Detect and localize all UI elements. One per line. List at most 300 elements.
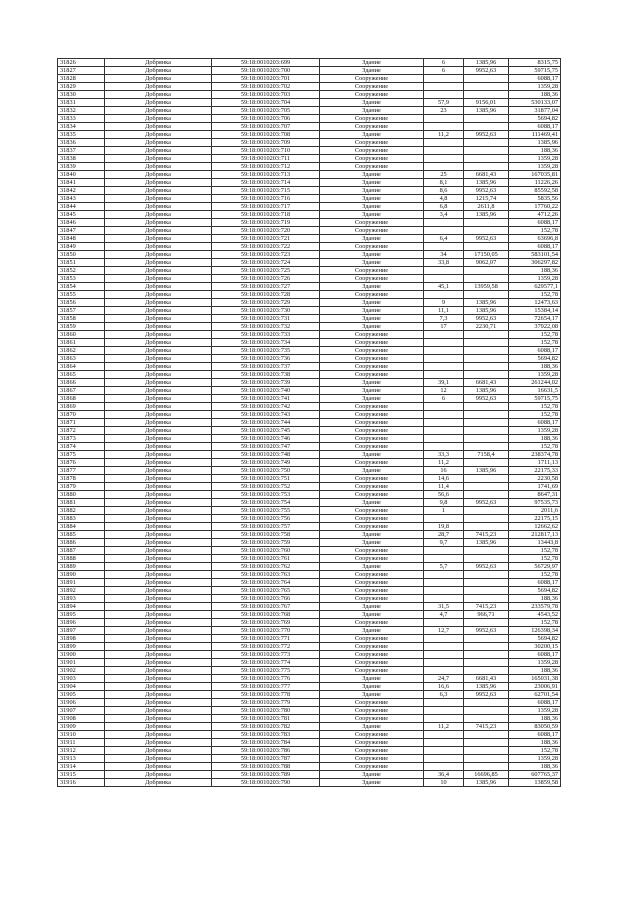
table-row	[58, 267, 561, 275]
cadastral-value-cell: 188,36	[509, 147, 561, 155]
area-cell: 9,8	[424, 499, 464, 507]
row-number-cell: 31850	[58, 251, 105, 259]
object-type-cell: Сооружение	[320, 355, 424, 363]
locality-cell: Добрянка	[105, 163, 212, 171]
row-number-cell: 31893	[58, 595, 105, 603]
cadastral-value-cell: 72654,17	[509, 315, 561, 323]
table-row	[58, 483, 561, 491]
cadastral-number-cell: 59:18:0010203:714	[212, 179, 320, 187]
unit-value-cell: 16696,85	[464, 771, 509, 779]
object-type-cell: Здание	[320, 179, 424, 187]
cadastral-number-cell: 59:18:0010203:763	[212, 571, 320, 579]
locality-cell: Добрянка	[105, 91, 212, 99]
locality-cell: Добрянка	[105, 763, 212, 771]
unit-value-cell	[464, 747, 509, 755]
unit-value-cell: 1385,96	[464, 179, 509, 187]
row-number-cell: 31849	[58, 243, 105, 251]
cadastral-number-cell: 59:18:0010203:762	[212, 563, 320, 571]
table-row	[58, 203, 561, 211]
area-cell	[424, 163, 464, 171]
row-number-cell: 31869	[58, 403, 105, 411]
locality-cell: Добрянка	[105, 171, 212, 179]
object-type-cell: Сооружение	[320, 147, 424, 155]
cadastral-number-cell: 59:18:0010203:784	[212, 739, 320, 747]
table-row	[58, 715, 561, 723]
cadastral-number-cell: 59:18:0010203:747	[212, 443, 320, 451]
cadastral-value-cell: 152,78	[509, 411, 561, 419]
area-cell: 17	[424, 323, 464, 331]
area-cell	[424, 587, 464, 595]
row-number-cell: 31839	[58, 163, 105, 171]
row-number-cell: 31838	[58, 155, 105, 163]
cadastral-number-cell: 59:18:0010203:702	[212, 83, 320, 91]
locality-cell: Добрянка	[105, 739, 212, 747]
table-row	[58, 459, 561, 467]
object-type-cell: Сооружение	[320, 755, 424, 763]
cadastral-value-cell: 212817,13	[509, 531, 561, 539]
table-row	[58, 331, 561, 339]
unit-value-cell	[464, 339, 509, 347]
unit-value-cell	[464, 91, 509, 99]
table-row	[58, 227, 561, 235]
unit-value-cell: 2230,71	[464, 323, 509, 331]
locality-cell: Добрянка	[105, 755, 212, 763]
locality-cell: Добрянка	[105, 587, 212, 595]
row-number-cell: 31878	[58, 475, 105, 483]
locality-cell: Добрянка	[105, 459, 212, 467]
table-row	[58, 571, 561, 579]
row-number-cell: 31886	[58, 539, 105, 547]
locality-cell: Добрянка	[105, 195, 212, 203]
unit-value-cell	[464, 547, 509, 555]
cadastral-value-cell: 238374,78	[509, 451, 561, 459]
cadastral-number-cell: 59:18:0010203:734	[212, 339, 320, 347]
locality-cell: Добрянка	[105, 531, 212, 539]
table-row	[58, 179, 561, 187]
table-row	[58, 675, 561, 683]
unit-value-cell	[464, 491, 509, 499]
object-type-cell: Сооружение	[320, 443, 424, 451]
cadastral-value-cell: 188,36	[509, 267, 561, 275]
cadastral-value-cell: 22175,15	[509, 515, 561, 523]
object-type-cell: Сооружение	[320, 555, 424, 563]
unit-value-cell: 1385,96	[464, 539, 509, 547]
cadastral-number-cell: 59:18:0010203:768	[212, 611, 320, 619]
cadastral-number-cell: 59:18:0010203:713	[212, 171, 320, 179]
area-cell	[424, 363, 464, 371]
table-row	[58, 171, 561, 179]
unit-value-cell	[464, 371, 509, 379]
unit-value-cell	[464, 435, 509, 443]
object-type-cell: Здание	[320, 771, 424, 779]
unit-value-cell	[464, 331, 509, 339]
area-cell	[424, 763, 464, 771]
object-type-cell: Сооружение	[320, 579, 424, 587]
cadastral-number-cell: 59:18:0010203:735	[212, 347, 320, 355]
cadastral-number-cell: 59:18:0010203:728	[212, 291, 320, 299]
area-cell	[424, 411, 464, 419]
object-type-cell: Здание	[320, 563, 424, 571]
locality-cell: Добрянка	[105, 75, 212, 83]
cadastral-value-cell: 6088,17	[509, 731, 561, 739]
cadastral-number-cell: 59:18:0010203:790	[212, 779, 320, 787]
locality-cell: Добрянка	[105, 651, 212, 659]
area-cell	[424, 275, 464, 283]
object-type-cell: Сооружение	[320, 363, 424, 371]
cadastral-value-cell: 167035,81	[509, 171, 561, 179]
table-row	[58, 563, 561, 571]
row-number-cell: 31834	[58, 123, 105, 131]
row-number-cell: 31911	[58, 739, 105, 747]
table-row	[58, 259, 561, 267]
row-number-cell: 31854	[58, 283, 105, 291]
cadastral-value-cell: 17760,22	[509, 203, 561, 211]
table-row	[58, 123, 561, 131]
locality-cell: Добрянка	[105, 123, 212, 131]
unit-value-cell	[464, 635, 509, 643]
area-cell	[424, 419, 464, 427]
area-cell: 9,7	[424, 539, 464, 547]
row-number-cell: 31900	[58, 651, 105, 659]
area-cell	[424, 339, 464, 347]
area-cell: 11,2	[424, 131, 464, 139]
row-number-cell: 31837	[58, 147, 105, 155]
area-cell: 12	[424, 387, 464, 395]
area-cell	[424, 699, 464, 707]
row-number-cell: 31903	[58, 675, 105, 683]
row-number-cell: 31888	[58, 555, 105, 563]
row-number-cell: 31857	[58, 307, 105, 315]
cadastral-value-cell: 1359,28	[509, 155, 561, 163]
cadastral-value-cell: 188,36	[509, 435, 561, 443]
table-row	[58, 211, 561, 219]
area-cell: 4,8	[424, 195, 464, 203]
locality-cell: Добрянка	[105, 571, 212, 579]
object-type-cell: Здание	[320, 611, 424, 619]
cadastral-number-cell: 59:18:0010203:721	[212, 235, 320, 243]
row-number-cell: 31884	[58, 523, 105, 531]
cadastral-number-cell: 59:18:0010203:769	[212, 619, 320, 627]
cadastral-value-cell: 1359,28	[509, 163, 561, 171]
object-type-cell: Здание	[320, 627, 424, 635]
unit-value-cell	[464, 667, 509, 675]
table-row	[58, 107, 561, 115]
cadastral-number-cell: 59:18:0010203:770	[212, 627, 320, 635]
row-number-cell: 31889	[58, 563, 105, 571]
area-cell	[424, 91, 464, 99]
cadastral-number-cell: 59:18:0010203:756	[212, 515, 320, 523]
object-type-cell: Сооружение	[320, 371, 424, 379]
locality-cell: Добрянка	[105, 619, 212, 627]
cadastral-number-cell: 59:18:0010203:709	[212, 139, 320, 147]
object-type-cell: Сооружение	[320, 659, 424, 667]
cadastral-number-cell: 59:18:0010203:708	[212, 131, 320, 139]
area-cell: 6	[424, 395, 464, 403]
object-type-cell: Здание	[320, 323, 424, 331]
cadastral-number-cell: 59:18:0010203:703	[212, 91, 320, 99]
locality-cell: Добрянка	[105, 211, 212, 219]
locality-cell: Добрянка	[105, 707, 212, 715]
object-type-cell: Сооружение	[320, 667, 424, 675]
object-type-cell: Сооружение	[320, 739, 424, 747]
cadastral-value-cell: 83050,59	[509, 723, 561, 731]
cadastral-value-cell: 1711,13	[509, 459, 561, 467]
object-type-cell: Сооружение	[320, 747, 424, 755]
row-number-cell: 31846	[58, 219, 105, 227]
object-type-cell: Здание	[320, 251, 424, 259]
table-row	[58, 547, 561, 555]
table-row	[58, 507, 561, 515]
table-row	[58, 723, 561, 731]
table-row	[58, 747, 561, 755]
cadastral-value-cell: 1385,96	[509, 139, 561, 147]
cadastral-number-cell: 59:18:0010203:741	[212, 395, 320, 403]
area-cell	[424, 635, 464, 643]
unit-value-cell	[464, 227, 509, 235]
area-cell	[424, 739, 464, 747]
unit-value-cell	[464, 291, 509, 299]
locality-cell: Добрянка	[105, 643, 212, 651]
object-type-cell: Сооружение	[320, 427, 424, 435]
cadastral-value-cell: 4543,52	[509, 611, 561, 619]
object-type-cell: Сооружение	[320, 651, 424, 659]
object-type-cell: Сооружение	[320, 347, 424, 355]
locality-cell: Добрянка	[105, 507, 212, 515]
row-number-cell: 31879	[58, 483, 105, 491]
cadastral-value-cell: 152,78	[509, 619, 561, 627]
cadastral-number-cell: 59:18:0010203:750	[212, 467, 320, 475]
table-row	[58, 435, 561, 443]
table-row	[58, 347, 561, 355]
cadastral-value-cell: 56729,97	[509, 563, 561, 571]
object-type-cell: Сооружение	[320, 731, 424, 739]
object-type-cell: Здание	[320, 683, 424, 691]
locality-cell: Добрянка	[105, 659, 212, 667]
area-cell	[424, 427, 464, 435]
object-type-cell: Здание	[320, 603, 424, 611]
table-row	[58, 243, 561, 251]
area-cell	[424, 435, 464, 443]
unit-value-cell: 6681,43	[464, 379, 509, 387]
area-cell	[424, 643, 464, 651]
row-number-cell: 31848	[58, 235, 105, 243]
object-type-cell: Сооружение	[320, 435, 424, 443]
cadastral-number-cell: 59:18:0010203:706	[212, 115, 320, 123]
area-cell	[424, 747, 464, 755]
cadastral-number-cell: 59:18:0010203:705	[212, 107, 320, 115]
unit-value-cell	[464, 347, 509, 355]
object-type-cell: Здание	[320, 99, 424, 107]
area-cell	[424, 755, 464, 763]
unit-value-cell: 9952,63	[464, 235, 509, 243]
cadastral-value-cell: 5694,82	[509, 587, 561, 595]
unit-value-cell	[464, 139, 509, 147]
unit-value-cell	[464, 275, 509, 283]
object-type-cell: Сооружение	[320, 83, 424, 91]
object-type-cell: Здание	[320, 195, 424, 203]
area-cell: 56,6	[424, 491, 464, 499]
cadastral-number-cell: 59:18:0010203:725	[212, 267, 320, 275]
table-row	[58, 251, 561, 259]
cadastral-number-cell: 59:18:0010203:783	[212, 731, 320, 739]
table-row	[58, 707, 561, 715]
row-number-cell: 31896	[58, 619, 105, 627]
area-cell	[424, 371, 464, 379]
table-row	[58, 411, 561, 419]
table-row	[58, 115, 561, 123]
unit-value-cell: 1385,96	[464, 307, 509, 315]
cadastral-value-cell: 8315,75	[509, 59, 561, 67]
cadastral-value-cell: 6088,17	[509, 75, 561, 83]
locality-cell: Добрянка	[105, 715, 212, 723]
area-cell: 11,1	[424, 307, 464, 315]
unit-value-cell: 1385,96	[464, 387, 509, 395]
object-type-cell: Здание	[320, 59, 424, 67]
unit-value-cell	[464, 739, 509, 747]
unit-value-cell	[464, 163, 509, 171]
cadastral-number-cell: 59:18:0010203:711	[212, 155, 320, 163]
cadastral-value-cell: 16631,5	[509, 387, 561, 395]
unit-value-cell: 7415,23	[464, 723, 509, 731]
row-number-cell: 31883	[58, 515, 105, 523]
cadastral-value-cell: 152,78	[509, 547, 561, 555]
locality-cell: Добрянка	[105, 611, 212, 619]
area-cell	[424, 123, 464, 131]
unit-value-cell	[464, 459, 509, 467]
cadastral-value-cell: 1359,28	[509, 83, 561, 91]
unit-value-cell	[464, 243, 509, 251]
table-row	[58, 195, 561, 203]
area-cell: 33,3	[424, 451, 464, 459]
cadastral-number-cell: 59:18:0010203:773	[212, 651, 320, 659]
cadastral-value-cell: 261244,02	[509, 379, 561, 387]
area-cell: 11,2	[424, 723, 464, 731]
area-cell	[424, 227, 464, 235]
object-type-cell: Сооружение	[320, 547, 424, 555]
object-type-cell: Здание	[320, 299, 424, 307]
locality-cell: Добрянка	[105, 283, 212, 291]
table-row	[58, 395, 561, 403]
row-number-cell: 31909	[58, 723, 105, 731]
table-row	[58, 163, 561, 171]
cadastral-value-cell: 629577,1	[509, 283, 561, 291]
area-cell	[424, 667, 464, 675]
cadastral-number-cell: 59:18:0010203:772	[212, 643, 320, 651]
locality-cell: Добрянка	[105, 363, 212, 371]
table-row	[58, 427, 561, 435]
cadastral-number-cell: 59:18:0010203:716	[212, 195, 320, 203]
cadastral-number-cell: 59:18:0010203:755	[212, 507, 320, 515]
cadastral-number-cell: 59:18:0010203:780	[212, 707, 320, 715]
locality-cell: Добрянка	[105, 483, 212, 491]
locality-cell: Добрянка	[105, 107, 212, 115]
cadastral-number-cell: 59:18:0010203:723	[212, 251, 320, 259]
cadastral-value-cell: 152,78	[509, 571, 561, 579]
area-cell	[424, 579, 464, 587]
locality-cell: Добрянка	[105, 403, 212, 411]
cadastral-value-cell: 1359,28	[509, 427, 561, 435]
unit-value-cell	[464, 147, 509, 155]
object-type-cell: Сооружение	[320, 403, 424, 411]
locality-cell: Добрянка	[105, 779, 212, 787]
row-number-cell: 31827	[58, 67, 105, 75]
cadastral-number-cell: 59:18:0010203:771	[212, 635, 320, 643]
unit-value-cell: 17150,05	[464, 251, 509, 259]
locality-cell: Добрянка	[105, 355, 212, 363]
cadastral-number-cell: 59:18:0010203:740	[212, 387, 320, 395]
object-type-cell: Сооружение	[320, 635, 424, 643]
row-number-cell: 31913	[58, 755, 105, 763]
row-number-cell: 31866	[58, 379, 105, 387]
unit-value-cell	[464, 715, 509, 723]
object-type-cell: Сооружение	[320, 571, 424, 579]
cadastral-number-cell: 59:18:0010203:766	[212, 595, 320, 603]
unit-value-cell: 1385,96	[464, 211, 509, 219]
cadastral-value-cell: 152,78	[509, 403, 561, 411]
object-type-cell: Сооружение	[320, 411, 424, 419]
row-number-cell: 31864	[58, 363, 105, 371]
row-number-cell: 31890	[58, 571, 105, 579]
object-type-cell: Сооружение	[320, 291, 424, 299]
table-row	[58, 291, 561, 299]
locality-cell: Добрянка	[105, 139, 212, 147]
area-cell	[424, 515, 464, 523]
table-row	[58, 299, 561, 307]
cadastral-value-cell: 5694,82	[509, 115, 561, 123]
object-type-cell: Здание	[320, 235, 424, 243]
unit-value-cell	[464, 507, 509, 515]
unit-value-cell	[464, 659, 509, 667]
object-type-cell: Здание	[320, 283, 424, 291]
table-row	[58, 659, 561, 667]
locality-cell: Добрянка	[105, 635, 212, 643]
object-type-cell: Здание	[320, 307, 424, 315]
cadastral-number-cell: 59:18:0010203:699	[212, 59, 320, 67]
area-cell: 3,4	[424, 211, 464, 219]
cadastral-value-cell: 188,36	[509, 91, 561, 99]
unit-value-cell: 1385,96	[464, 107, 509, 115]
cadastral-value-cell: 530133,07	[509, 99, 561, 107]
area-cell: 19,8	[424, 523, 464, 531]
locality-cell: Добрянка	[105, 771, 212, 779]
unit-value-cell	[464, 579, 509, 587]
cadastral-value-cell: 152,78	[509, 443, 561, 451]
row-number-cell: 31910	[58, 731, 105, 739]
unit-value-cell: 9952,63	[464, 691, 509, 699]
object-type-cell: Сооружение	[320, 707, 424, 715]
row-number-cell: 31881	[58, 499, 105, 507]
row-number-cell: 31865	[58, 371, 105, 379]
table-row	[58, 475, 561, 483]
locality-cell: Добрянка	[105, 419, 212, 427]
area-cell: 12,7	[424, 627, 464, 635]
locality-cell: Добрянка	[105, 227, 212, 235]
cadastral-value-cell: 188,36	[509, 363, 561, 371]
table-row	[58, 275, 561, 283]
object-type-cell: Сооружение	[320, 483, 424, 491]
table-row	[58, 363, 561, 371]
row-number-cell: 31833	[58, 115, 105, 123]
area-cell	[424, 443, 464, 451]
cadastral-number-cell: 59:18:0010203:753	[212, 491, 320, 499]
table-row	[58, 339, 561, 347]
object-type-cell: Здание	[320, 315, 424, 323]
locality-cell: Добрянка	[105, 675, 212, 683]
table-row	[58, 731, 561, 739]
cadastral-value-cell: 15384,14	[509, 307, 561, 315]
row-number-cell: 31873	[58, 435, 105, 443]
locality-cell: Добрянка	[105, 67, 212, 75]
